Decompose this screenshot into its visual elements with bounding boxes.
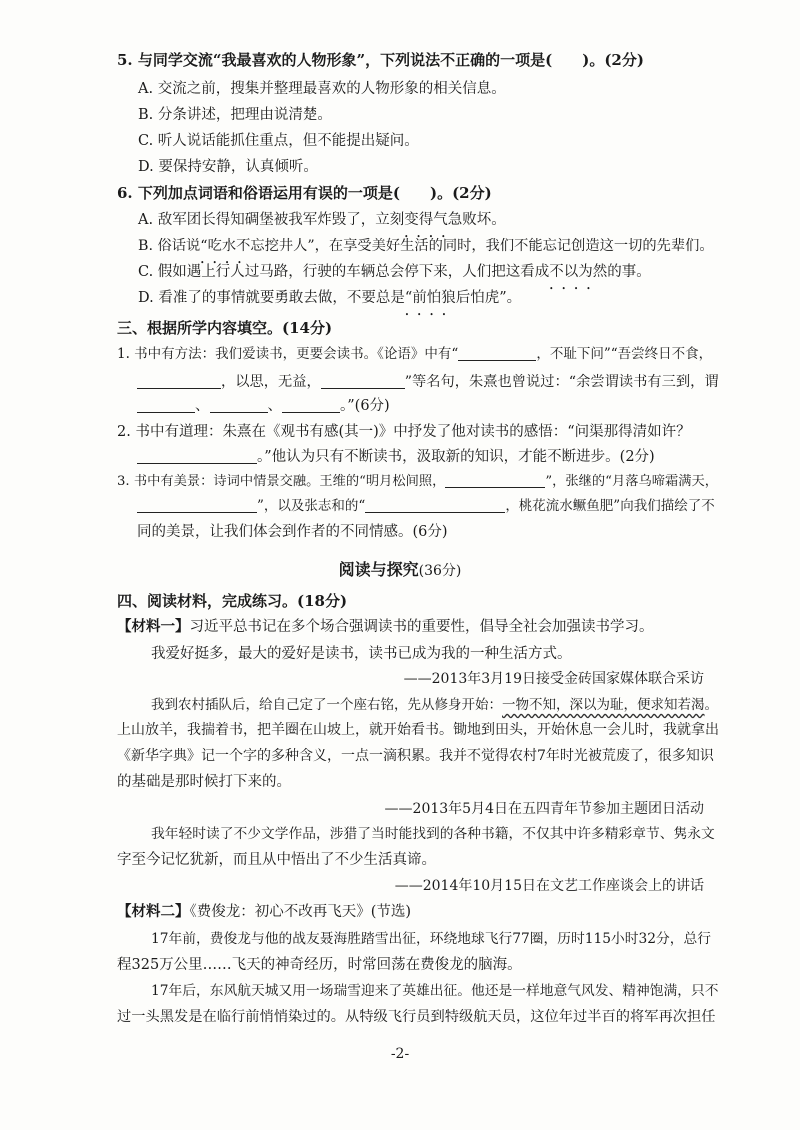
material-2-title: 《费俊龙：初心不改再飞天》(节选) [189,904,412,920]
section-3-title: 三、根据所学内容填空。(14分) [117,319,333,337]
answer-blank[interactable] [282,396,340,413]
s3-q2-line1: 2. 书中有道理：朱熹在《观书有感(其一)》中抒发了他对读书的感悟：“问渠那得清如许？ [117,424,691,440]
page-number: -2- [390,1046,410,1062]
m2-p1-line2: 程325万公里……飞天的神奇经历，时常回荡在费俊龙的脑海。 [117,957,522,973]
part-title: 阅读与探究 [338,560,419,579]
material-1-intro [117,617,654,637]
s3-q1-text-d: ”等名句，朱熹也曾说过：“余尝谓读书有三到，谓 [404,374,719,390]
s3-q1-sep-1: 、 [195,398,210,414]
s3-q1-text-b: ，不耻下问”“吾尝终日不食， [536,346,713,362]
s3-q1-text-c: ，以思，无益， [221,374,321,390]
s3-q3-text-b: ”，张继的“月落乌啼霜满天， [545,474,718,489]
m1-p2-line3: 《新华字典》记一个字的多种含义，一点一滴积累。我并不觉得农村7年时光被荒废了，很多知识 [117,748,714,764]
m2-p1-line1: 17年前，费俊龙与他的战友聂海胜踏雪出征，环绕地球飞行77圈，历时115小时32分，总行 [151,931,711,947]
s3-q3-line2 [137,496,715,516]
s3-q1-text-a: 1. 书中有方法：我们爱读书，更要会读书。《论语》中有“ [117,346,459,362]
q5-option-a: A. 交流之前，搜集并整理最喜欢的人物形象的相关信息。 [138,81,506,97]
answer-blank[interactable] [137,396,195,413]
part-score: (36分) [418,563,462,579]
q5-option-d: D. 要保持安静，认真倾听。 [138,159,318,175]
material-1-label: 【材料一】 [117,618,190,635]
q6-c-dotted-word: 不以为然 • • • • [549,264,607,280]
s3-q1-line3 [137,396,390,416]
answer-blank[interactable] [321,372,405,389]
m1-source-1: ——2013年3月19日接受金砖国家媒体联合采访 [403,671,704,687]
q6-c-end: 的事。 [607,264,651,280]
q6-option-c [138,262,651,282]
s3-q3-line1 [117,471,718,492]
q6-a-end: 。 [491,212,506,228]
answer-blank[interactable] [458,344,536,361]
m1-p2-line1 [151,695,718,715]
q6-b-text: B. 俗话说 [138,238,201,254]
material-1-intro-text: 习近平总书记在多个场合强调读书的重要性，倡导全社会加强读书学习。 [189,619,654,635]
q5-option-c: C. 听人说话能抓住重点，但不能提出疑问。 [138,133,419,149]
s3-q3-text-c: ”，以及张志和的“ [257,498,366,514]
q5-option-b: B. 分条讲述，把理由说清楚。 [138,107,332,123]
m1-p2-text: 我到农村插队后，给自己定了一个座右铭，先从修身开始： [151,697,502,713]
q6-option-d [138,288,521,308]
m1-p2-line2: 上山放羊，我揣着书，把羊圈在山坡上，就开始看书。锄地到田头，开始休息一会儿时，我就拿出 [117,722,719,738]
q6-a-text: A. 敌军团长得知碉堡被我军炸毁了，立刻 [138,212,405,228]
s3-q1-line1 [117,344,712,364]
q6-d-dotted-word: “前怕狼后怕虎” • • • • [405,290,507,306]
m1-p2-wavy-underline: 一物不知，深以为耻，便求知若渴 [502,697,705,713]
q6-b-end: ，在享受美好生活的同时，我们不能忘记创造这一切的先辈们。 [314,238,714,254]
s3-q3-text-d: ，桃花流水鳜鱼肥”向我们描绘了不 [505,498,715,514]
material-2-label: 【材料二】 [117,903,190,920]
s3-q3-text-a: 3. 书中有美景：诗词中情景交融。王维的“明月松间照， [117,474,446,489]
m2-p2-line2: 过一头黑发是在临行前悄悄染过的。从特级飞行员到特级航天员，这位年过半百的将军再次担任 [117,1009,716,1025]
q6-a-dotted-word: 变得气急败坏 • • • • [404,212,491,228]
q6-option-a [138,210,506,230]
s3-q3-line3: 同的美景，让我们体会到作者的不同情感。(6分) [137,524,448,540]
m1-source-3: ——2014年10月15日在文艺工作座谈会上的讲话 [394,878,704,894]
q5-stem: 5. 与同学交流“我最喜欢的人物形象”，下列说法不正确的一项是( )。(2分) [117,51,644,69]
q6-b-dotted-word: “吃水不忘挖井人” • • • • [200,238,314,254]
q6-d-text: D. 看准了的事情就要勇敢去做，不要总是 [138,290,405,306]
m1-p3-line2: 字至今记忆犹新，而且从中悟出了不少生活真谛。 [117,852,436,868]
m1-paragraph-1: 我爱好挺多，最大的爱好是读书，读书已成为我的一种生活方式。 [151,646,572,662]
q6-c-text: C. 假如遇上行人过马路，行驶的车辆总会停下来，人们把这看成 [138,264,550,280]
s3-q2-line2 [137,447,655,467]
answer-blank[interactable] [365,496,505,513]
answer-blank[interactable] [137,447,257,464]
s3-q1-line2 [137,372,719,392]
m2-p2-line1: 17年后，东风航天城又用一场瑞雪迎来了英雄出征。他还是一样地意气风发、精神饱满，只不 [151,983,719,999]
m1-p2-end: 。 [704,697,718,713]
m1-source-2: ——2013年5月4日在五四青年节参加主题团日活动 [384,801,704,817]
answer-blank[interactable] [137,372,221,389]
section-4-title: 四、阅读材料，完成练习。(18分) [117,592,348,610]
answer-blank[interactable] [210,396,268,413]
m1-p3-line1: 我年轻时读了不少文学作品，涉猎了当时能找到的各种书籍，不仅其中许多精彩章节、隽永文 [151,826,715,842]
m1-p2-line4: 的基础是那时候打下来的。 [117,774,291,790]
s3-q2-text: 。”他认为只有不断读书，汲取新的知识，才能不断进步。(2分) [257,449,655,465]
s3-q1-end: 。”(6分) [340,398,390,414]
q6-d-end: 。 [506,290,522,306]
q6-stem: 6. 下列加点词语和俗语运用有误的一项是( )。(2分) [117,184,492,202]
answer-blank[interactable] [137,496,257,513]
q6-option-b [138,236,714,256]
s3-q1-sep-2: 、 [267,398,282,414]
material-2-header [117,902,411,922]
answer-blank[interactable] [445,471,545,488]
part-heading [0,557,800,580]
